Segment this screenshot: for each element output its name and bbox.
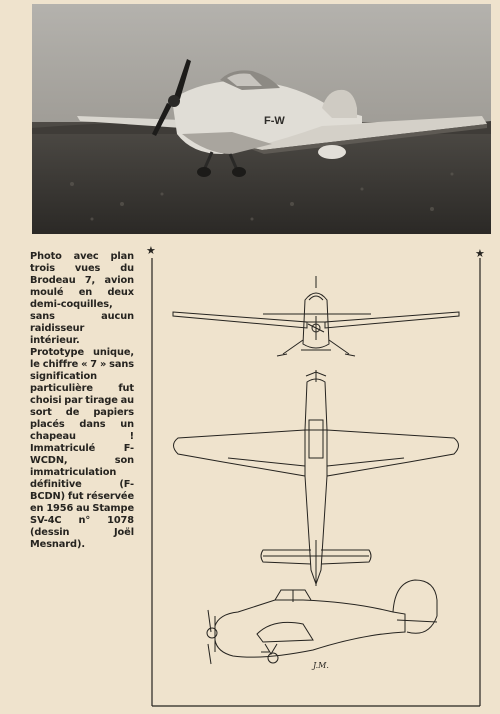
drawing-signature: J.M.: [313, 661, 329, 670]
three-view-drawing: [143, 240, 500, 710]
frame-star-right: ★: [475, 247, 485, 260]
caption-text: Photo avec plan trois vues du Brodeau 7, avion moulé en deux demi-coquilles, sans aucun raidisseur intérieur. Prototype unique, le chiffre « 7 » sans signification particulière fut choisi par tirage au sort de papiers placés dans un chapeau ! Immatriculé F-WCDN, son immatriculation définitive (F-BCDN) fut réservée en 1956 au Stampe SV-4C n° 1078 (dessin Joël Mesnard).: [30, 251, 134, 550]
top-view: [174, 370, 459, 586]
aircraft-photo: [32, 4, 491, 234]
aircraft-photo-image: [32, 4, 491, 234]
photo-registration: F-W: [264, 115, 285, 127]
photo-caption: [30, 251, 134, 551]
frame-star-left: ★: [146, 244, 156, 257]
side-view: [207, 580, 437, 664]
three-view-plan: [143, 240, 500, 710]
front-view: [173, 276, 459, 356]
